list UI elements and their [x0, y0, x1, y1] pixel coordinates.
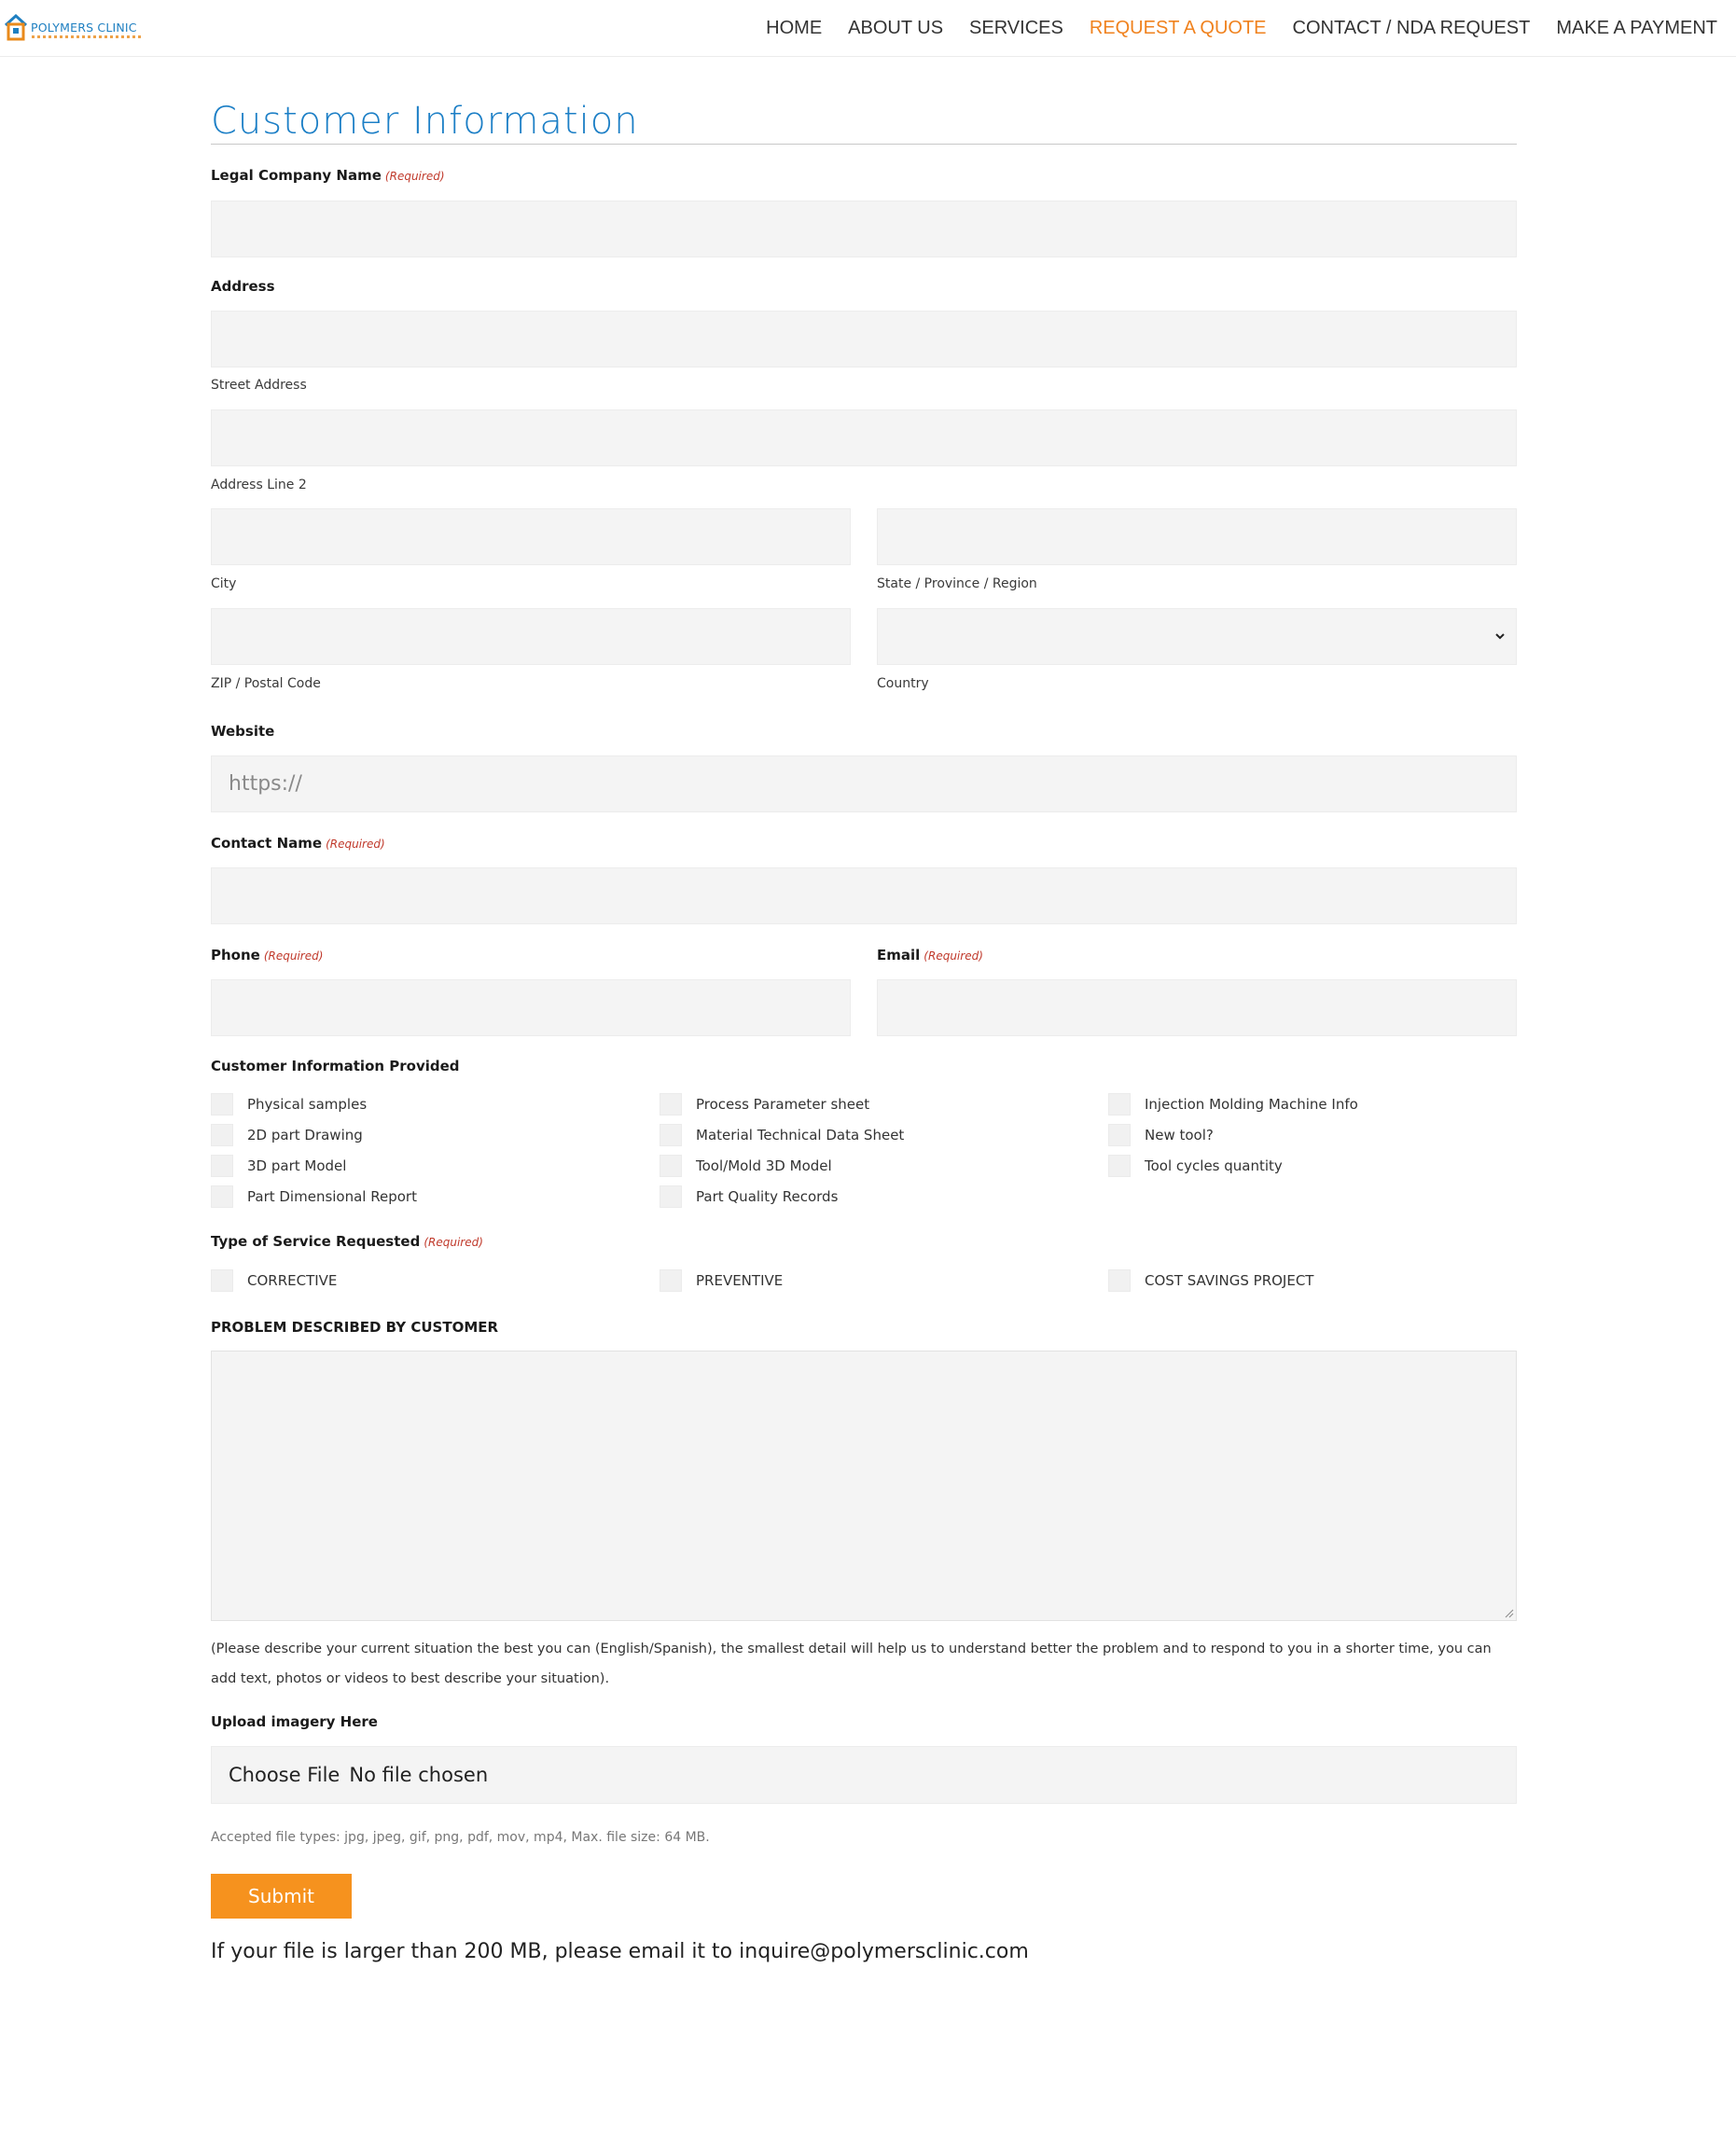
checkbox-box[interactable] — [660, 1269, 682, 1292]
nav-home[interactable]: HOME — [766, 18, 823, 38]
resize-grip-icon[interactable] — [1503, 1607, 1514, 1618]
checkbox-label: Material Technical Data Sheet — [696, 1127, 905, 1143]
checkbox-label: Process Parameter sheet — [696, 1096, 870, 1113]
polymers-clinic-logo[interactable] — [3, 10, 145, 46]
phone-label-text: Phone — [211, 947, 260, 963]
choose-file-button[interactable]: Choose File — [229, 1764, 340, 1786]
street-address-label: Street Address — [211, 378, 307, 393]
checkbox-box[interactable] — [1108, 1124, 1131, 1146]
checkbox-label: Tool/Mold 3D Model — [696, 1157, 832, 1174]
checkbox-corrective[interactable] — [211, 1269, 337, 1292]
checkbox-part-quality-records[interactable] — [660, 1185, 838, 1208]
service-type-label-text: Type of Service Requested — [211, 1233, 421, 1250]
problem-help-text: (Please describe your current situation the best you can (English/Spanish), the smallest detail will help us to understand better the problem and to respond to you in a shorter time, you can add text, photos or videos to best describe your situation). — [211, 1642, 1492, 1686]
main-nav — [740, 0, 1717, 57]
checkbox-label: 2D part Drawing — [247, 1127, 363, 1143]
checkbox-physical-samples[interactable] — [211, 1093, 367, 1116]
logo-tagline-decoration — [32, 35, 142, 38]
checkbox-box[interactable] — [660, 1124, 682, 1146]
nav-services[interactable]: SERVICES — [969, 18, 1063, 38]
required-marker: (Required) — [924, 949, 983, 963]
nav-about-us[interactable]: ABOUT US — [848, 18, 944, 38]
checkbox-label: Part Quality Records — [696, 1188, 839, 1205]
nav-request-a-quote[interactable]: REQUEST A QUOTE — [1089, 18, 1267, 38]
company-name-input[interactable] — [211, 201, 1517, 257]
checkbox-part-dimensional-report[interactable] — [211, 1185, 417, 1208]
city-label: City — [211, 576, 237, 591]
checkbox-new-tool[interactable] — [1108, 1124, 1214, 1146]
logo-text: POLYMERS CLINIC — [31, 21, 137, 35]
checkbox-preventive[interactable] — [660, 1269, 783, 1292]
checkbox-label: 3D part Model — [247, 1157, 347, 1174]
checkbox-label: COST SAVINGS PROJECT — [1145, 1272, 1314, 1289]
checkbox-box[interactable] — [660, 1185, 682, 1208]
state-label: State / Province / Region — [877, 576, 1037, 591]
checkbox-label: Part Dimensional Report — [247, 1188, 417, 1205]
checkbox-label: CORRECTIVE — [247, 1272, 338, 1289]
contact-name-input[interactable] — [211, 867, 1517, 924]
checkbox-box[interactable] — [1108, 1093, 1131, 1116]
company-name-label-text: Legal Company Name — [211, 167, 382, 184]
website-label: Website — [211, 723, 275, 740]
checkbox-label: Physical samples — [247, 1096, 368, 1113]
city-input[interactable] — [211, 508, 851, 565]
checkbox-box[interactable] — [211, 1185, 233, 1208]
checkbox-2d-part-drawing[interactable] — [211, 1124, 363, 1146]
checkbox-label: Tool cycles quantity — [1145, 1157, 1283, 1174]
email-label-text: Email — [877, 947, 921, 963]
checkbox-label: New tool? — [1145, 1127, 1214, 1143]
state-input[interactable] — [877, 508, 1517, 565]
address-line2-label: Address Line 2 — [211, 478, 307, 492]
chevron-down-icon — [1493, 630, 1507, 643]
company-name-label — [211, 167, 445, 184]
address-line2-input[interactable] — [211, 409, 1517, 466]
service-type-label — [211, 1233, 483, 1250]
upload-label: Upload imagery Here — [211, 1713, 378, 1730]
website-input[interactable] — [211, 755, 1517, 812]
checkbox-box[interactable] — [1108, 1269, 1131, 1292]
zip-input[interactable] — [211, 608, 851, 665]
nav-contact-nda-request[interactable]: CONTACT / NDA REQUEST — [1292, 18, 1531, 38]
address-label: Address — [211, 278, 275, 295]
email-label — [877, 947, 983, 963]
checkbox-label: Injection Molding Machine Info — [1145, 1096, 1358, 1113]
info-provided-label: Customer Information Provided — [211, 1058, 460, 1074]
contact-name-label-text: Contact Name — [211, 835, 323, 852]
required-marker: (Required) — [384, 170, 445, 183]
checkbox-box[interactable] — [211, 1155, 233, 1177]
checkbox-label: PREVENTIVE — [696, 1272, 784, 1289]
checkbox-3d-part-model[interactable] — [211, 1155, 346, 1177]
checkbox-box[interactable] — [660, 1093, 682, 1116]
required-marker: (Required) — [326, 838, 385, 851]
country-label: Country — [877, 676, 929, 691]
page-title: Customer Information — [211, 100, 639, 143]
checkbox-box[interactable] — [211, 1124, 233, 1146]
title-divider — [211, 144, 1517, 145]
country-select[interactable] — [877, 608, 1517, 665]
accepted-file-types: Accepted file types: jpg, jpeg, gif, png, pdf, mov, mp4, Max. file size: 64 MB. — [211, 1830, 710, 1845]
checkbox-tool-cycles-quantity[interactable] — [1108, 1155, 1283, 1177]
phone-input[interactable] — [211, 979, 851, 1036]
checkbox-box[interactable] — [1108, 1155, 1131, 1177]
file-upload-field[interactable] — [211, 1746, 1517, 1804]
problem-textarea[interactable] — [211, 1351, 1517, 1621]
submit-button[interactable]: Submit — [211, 1874, 352, 1919]
site-header — [0, 0, 1736, 57]
phone-label — [211, 947, 323, 963]
checkbox-box[interactable] — [211, 1269, 233, 1292]
contact-name-label — [211, 835, 385, 852]
required-marker: (Required) — [424, 1236, 483, 1249]
problem-label: PROBLEM DESCRIBED BY CUSTOMER — [211, 1319, 499, 1336]
email-input[interactable] — [877, 979, 1517, 1036]
large-file-note: If your file is larger than 200 MB, please email it to inquire@polymersclinic.com — [211, 1940, 1029, 1963]
checkbox-cost-savings-project[interactable] — [1108, 1269, 1313, 1292]
checkbox-box[interactable] — [211, 1093, 233, 1116]
nav-make-a-payment[interactable]: MAKE A PAYMENT — [1556, 18, 1717, 38]
house-logo-icon — [3, 12, 29, 42]
checkbox-process-parameter-sheet[interactable] — [660, 1093, 869, 1116]
checkbox-tool-mold-3d-model[interactable] — [660, 1155, 832, 1177]
file-status-text: No file chosen — [349, 1764, 489, 1786]
checkbox-injection-molding-machine-info[interactable] — [1108, 1093, 1358, 1116]
checkbox-box[interactable] — [660, 1155, 682, 1177]
zip-label: ZIP / Postal Code — [211, 676, 321, 691]
street-address-input[interactable] — [211, 311, 1517, 367]
required-marker: (Required) — [263, 949, 324, 963]
checkbox-material-technical-data-sheet[interactable] — [660, 1124, 904, 1146]
